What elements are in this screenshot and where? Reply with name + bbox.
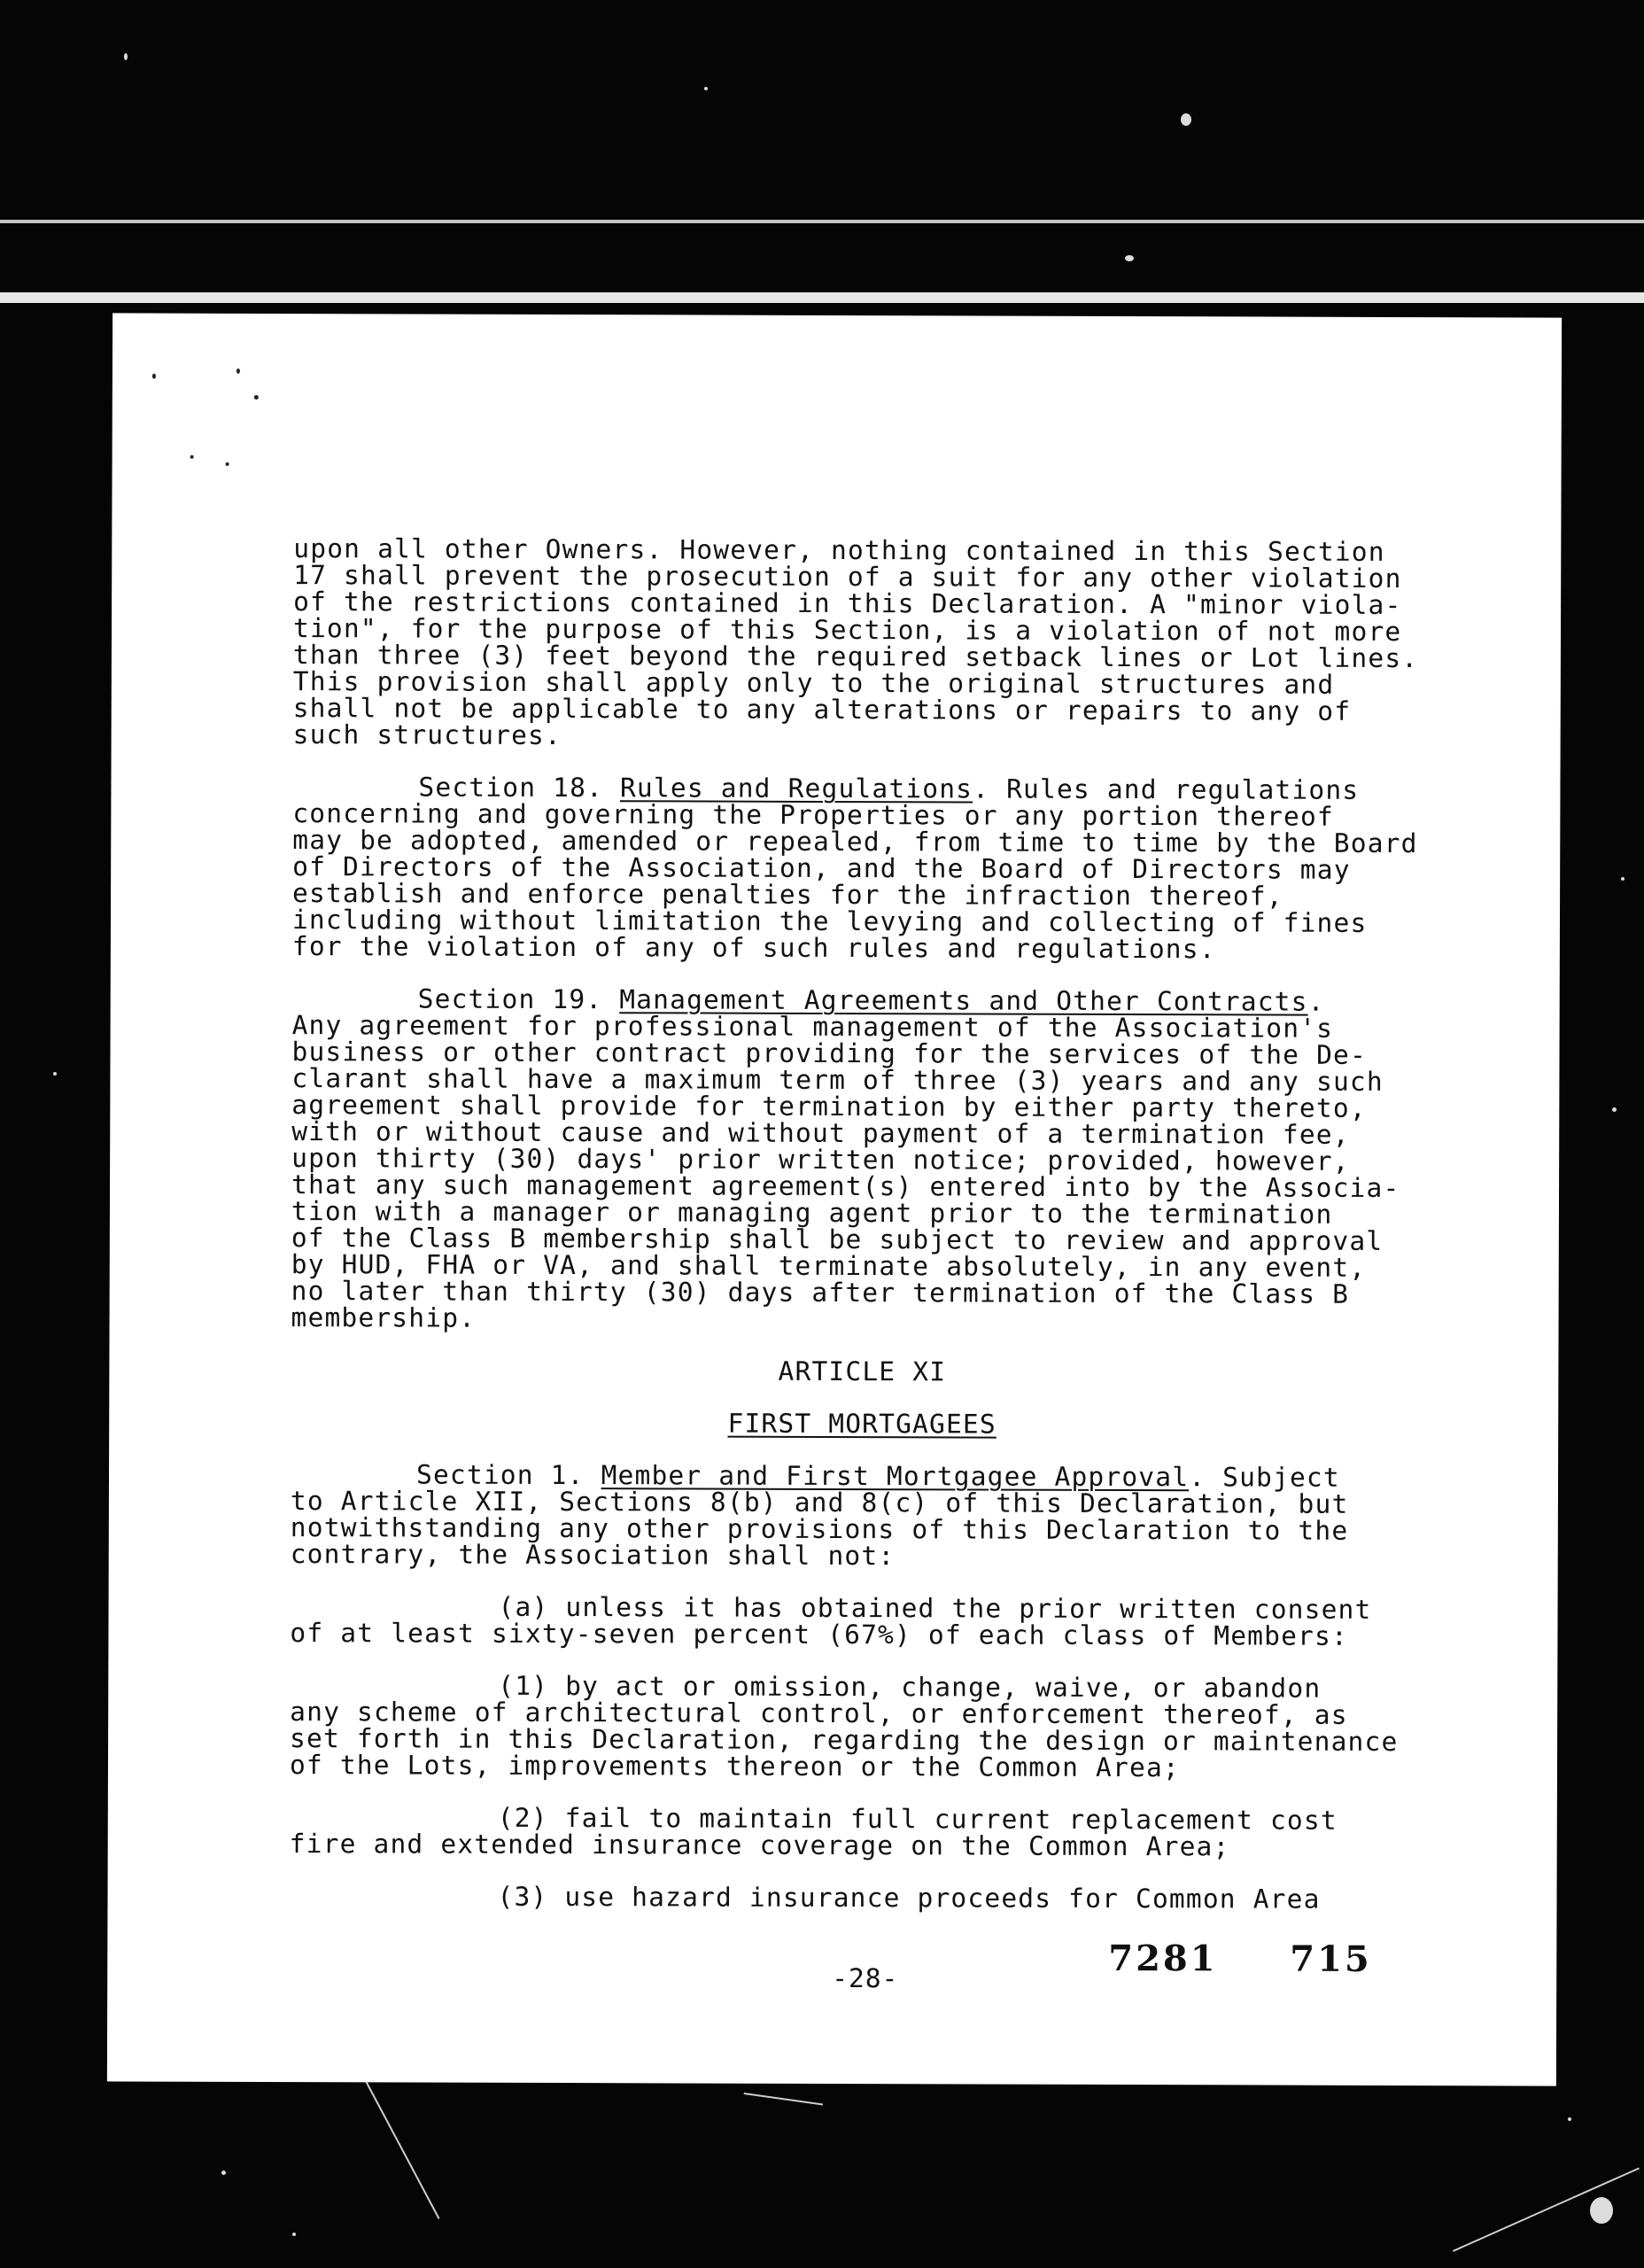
scan-edge-band (0, 292, 1644, 303)
list-item-2 (290, 1804, 1565, 1861)
section-19-text: . Any agreement for professional management of the Association's business or other contract providing for the services of the De- clarant shall have a maximum term of three (3) years and any such agreement shall provide for termination by either party thereto, with or without cause and without payment of a termination fee, upon thirty (30) days' prior written notice; provided, however, that any such management agreement(s) entered into by the Associa- tion with a manager or managing agent prior to the termination of the Class B membership shall be subject to review and approval by HUD, FHA or VA, and shall terminate absolutely, in any event, no later than thirty (30) days after termination of the Class B membership. (291, 986, 1400, 1333)
section-1-title: Member and First Mortgagee Approval (601, 1460, 1190, 1493)
page-speck (190, 455, 194, 459)
item-1-text: by act or omission, change, waive, or abandon any scheme of architectural control, or enforcement thereof, as set forth in this Declaration, regarding the design or maintenance of the Lots, improvements thereon or the Common Area; (289, 1670, 1399, 1783)
page-speck (152, 374, 156, 379)
section-19-title: Management Agreements and Other Contracts (619, 984, 1308, 1017)
scan-streak (363, 2078, 439, 2219)
scan-speck (1612, 1107, 1617, 1112)
scan-speck (1621, 877, 1625, 881)
page-speck (226, 462, 229, 466)
scan-speck (53, 1072, 57, 1076)
paragraph-section-18 (292, 773, 1569, 964)
item-a-label: (a) (498, 1591, 549, 1622)
scan-speck (1568, 2117, 1571, 2121)
paragraph-section-17-continued: upon all other Owners. However, nothing contained in this Section 17 shall prevent the prosecution of a suit for any other violation of the restrictions contained in this Declaration. A "minor viola- tion", for the purpose of this Section, is a violation of not more than three (3) feet beyond the required setback lines or Lot lines. This provision shall apply only to the original structures and shall not be applicable to any alterations or repairs to any of such structures. (292, 533, 1419, 751)
scan-speck (1125, 255, 1134, 261)
item-2-label: (2) (497, 1802, 548, 1833)
document-page (107, 313, 1562, 2085)
article-heading: ARTICLE XI (778, 1355, 947, 1387)
section-19-label: Section 19. (417, 983, 603, 1015)
paragraph-section-1 (291, 1461, 1566, 1572)
recording-book-number: 7281 (1108, 1937, 1218, 1980)
scan-streak (744, 2093, 823, 2106)
scan-speck (1590, 2197, 1613, 2224)
page-speck (237, 369, 240, 374)
article-title-line (291, 1409, 1433, 1439)
item-2-text: fail to maintain full current replacement cost fire and extended insurance coverage on the Common Area; (289, 1802, 1338, 1862)
list-item-3 (289, 1883, 1564, 1914)
article-title: FIRST MORTGAGEES (727, 1408, 996, 1440)
list-item-a (290, 1593, 1565, 1651)
list-item-1 (290, 1672, 1565, 1783)
scan-speck (124, 53, 128, 60)
item-3-text: use hazard insurance proceeds for Common Area (547, 1881, 1321, 1915)
paragraph-section-19 (291, 985, 1568, 1335)
section-1-label: Section 1. (415, 1459, 585, 1491)
section-18-label: Section 18. (418, 772, 604, 804)
recording-page-number: 715 (1290, 1938, 1372, 1980)
scan-speck (292, 2233, 296, 2236)
scan-edge-line (0, 220, 1644, 223)
item-a-text: unless it has obtained the prior written consent of at least sixty-seven percent (67%) of each class of Members: (290, 1591, 1372, 1651)
section-18-title: Rules and Regulations (619, 773, 973, 804)
page-number: -28- (832, 1962, 899, 1994)
document-body (289, 535, 1569, 1939)
section-18-text: . Rules and regulations concerning and governing the Properties or any portion thereof may be adopted, amended or repealed, from time to time by the Board of Directors of the Association, and the Board of Directors may establish and enforce penalties for the infraction thereof, including without limitation the levying and collecting of fines for the violation of any of such rules and regulations. (291, 773, 1418, 965)
page-speck (254, 395, 259, 400)
scan-speck (704, 87, 708, 90)
item-3-label: (3) (497, 1881, 548, 1912)
item-1-label: (1) (498, 1670, 549, 1701)
scan-speck (1181, 113, 1191, 126)
section-1-text: . Subject to Article XII, Sections 8(b) and 8(c) of this Declaration, but notwithstanding any other provisions of this Declaration to the contrary, the Association shall not: (290, 1462, 1349, 1572)
scan-speck (221, 2171, 226, 2175)
